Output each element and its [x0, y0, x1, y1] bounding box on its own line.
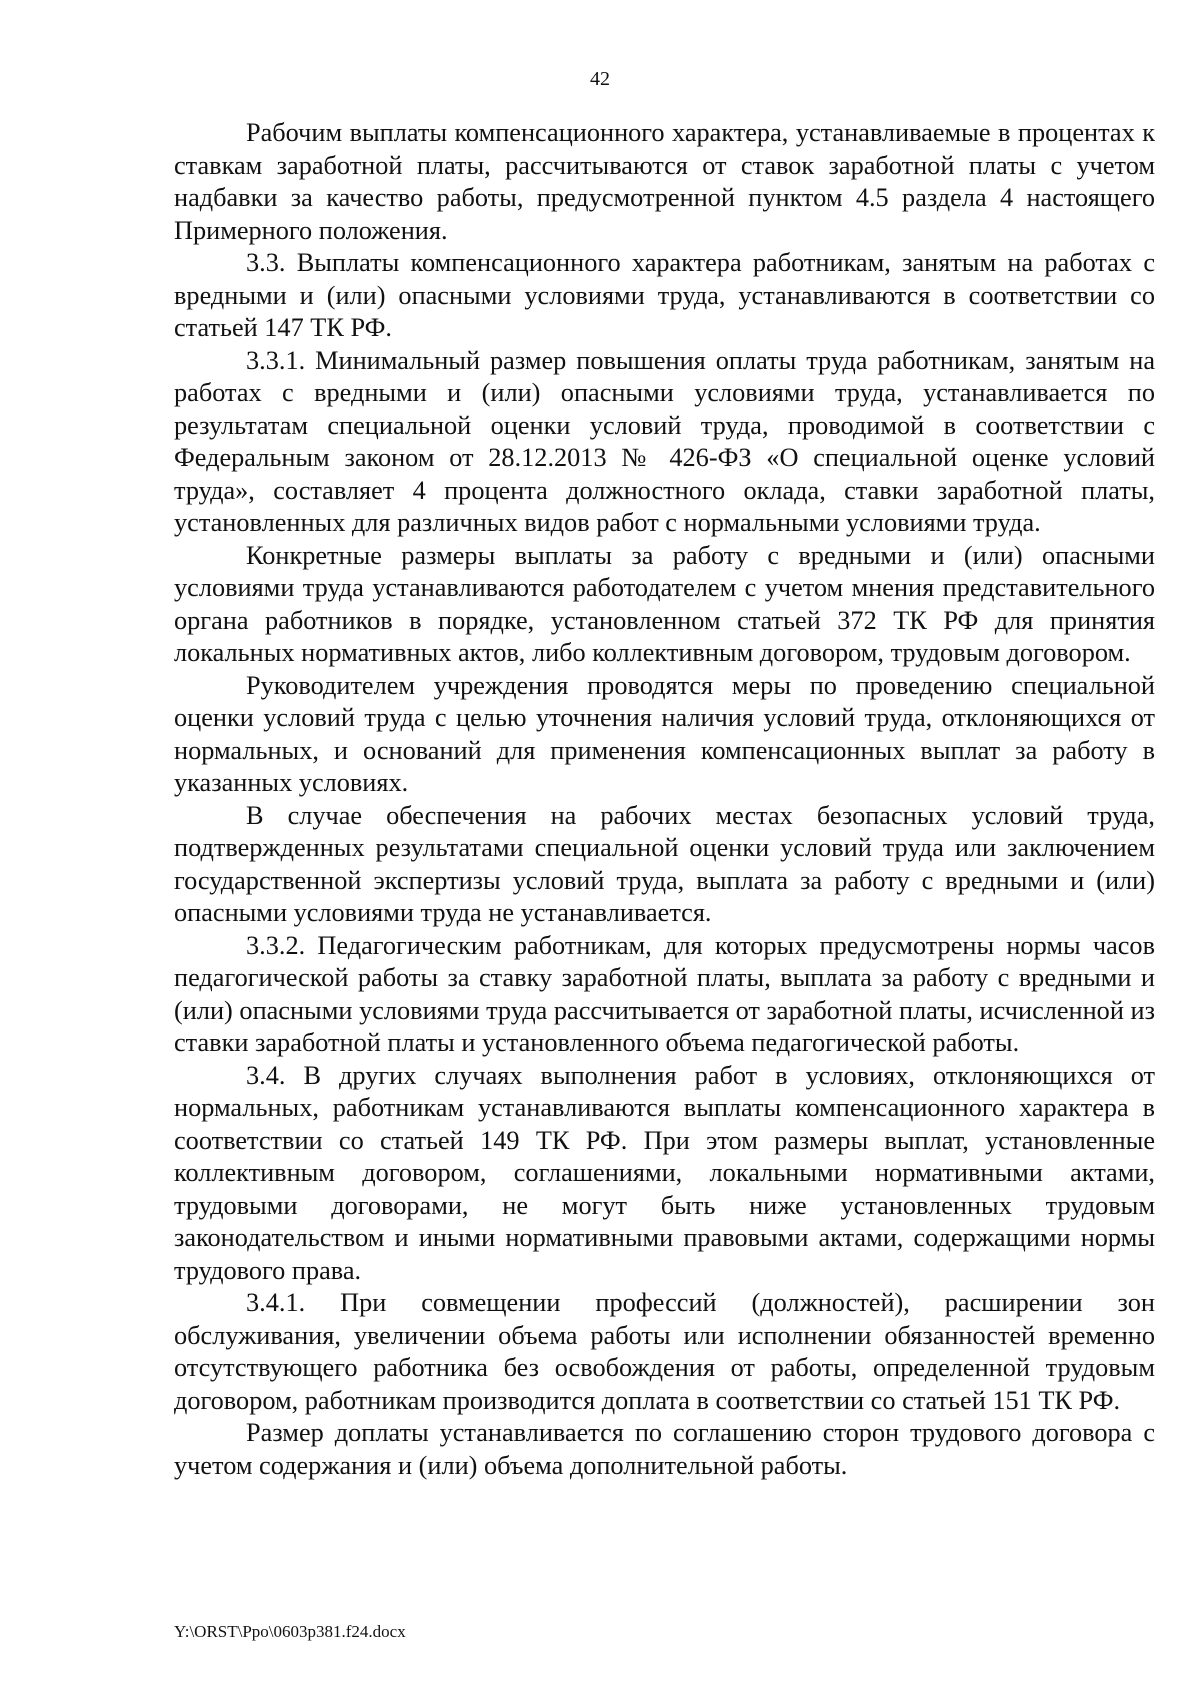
paragraph-3-3-2: 3.3.2. Педагогическим работникам, для которых предусмотрены нормы часов педагогической работы за ставку заработной платы, выплата за работу с вредными и (или) опасными условиями труда рассчитывается от заработной платы, исчисленной из ставки заработной платы и установленного объема педагогической работы. [174, 930, 1155, 1057]
paragraph-3-4-1: 3.4.1. При совмещении профессий (должностей), расширении зон обслуживания, увеличении объема работы или исполнении обязанностей временно отсутствующего работника без освобождения от работы, определенной трудовым договором, работникам производится доплата в соответствии со статьей 151 ТК РФ. [174, 1288, 1155, 1415]
paragraph-3-4: 3.4. В других случаях выполнения работ в условиях, отклоняющихся от нормальных, работникам устанавливаются выплаты компенсационного характера в соответствии со статьей 149 ТК РФ. При этом размеры выплат, установленные коллективным договором, соглашениями, локальными нормативными актами, трудовыми договорами, не могут быть ниже установленных трудовым законодательством и иными нормативными правовыми актами, содержащими нормы трудового права. [174, 1060, 1155, 1285]
paragraph-director-measures: Руководителем учреждения проводятся меры по проведению специальной оценки условий труда с целью уточнения наличия условий труда, отклоняющихся от нормальных, и оснований для применения компенсационных выплат за работу в указанных условиях. [174, 670, 1155, 797]
paragraph-safe-conditions: В случае обеспечения на рабочих местах безопасных условий труда, подтвержденных результатами специальной оценки условий труда или заключением государственной экспертизы условий труда, выплата за работу с вредными и (или) опасными условиями труда не устанавливается. [174, 800, 1155, 927]
paragraph-specific-amounts: Конкретные размеры выплаты за работу с вредными и (или) опасными условиями труда устанавливаются работодателем с учетом мнения представительного органа работников в порядке, установленном статьей 372 ТК РФ для принятия локальных нормативных актов, либо коллективным договором, трудовым договором. [174, 540, 1155, 667]
paragraph-3-3: 3.3. Выплаты компенсационного характера работникам, занятым на работах с вредными и (или) опасными условиями труда, устанавливаются в соответствии со статьей 147 ТК РФ. [174, 248, 1155, 342]
paragraph-worker-compensation: Рабочим выплаты компенсационного характера, устанавливаемые в процентах к ставкам заработной платы, рассчитываются от ставок заработной платы с учетом надбавки за качество работы, предусмотренной пунктом 4.5 раздела 4 настоящего Примерного положения. [174, 118, 1155, 245]
footer-file-path: Y:\ORST\Ppo\0603p381.f24.docx [174, 1622, 406, 1641]
page-number: 42 [590, 68, 610, 90]
paragraph-surcharge-amount: Размер доплаты устанавливается по соглашению сторон трудового договора с учетом содержания и (или) объема дополнительной работы. [174, 1418, 1155, 1480]
paragraph-3-3-1: 3.3.1. Минимальный размер повышения оплаты труда работникам, занятым на работах с вредными и (или) опасными условиями труда, устанавливается по результатам специальной оценки условий труда, проводимой в соответствии с Федеральным законом от 28.12.2013 № 426-ФЗ «О специальной оценке условий труда», составляет 4 процента должностного оклада, ставки заработной платы, установленных для различных видов работ с нормальными условиями труда. [174, 345, 1155, 537]
document-body [174, 117, 1155, 1482]
